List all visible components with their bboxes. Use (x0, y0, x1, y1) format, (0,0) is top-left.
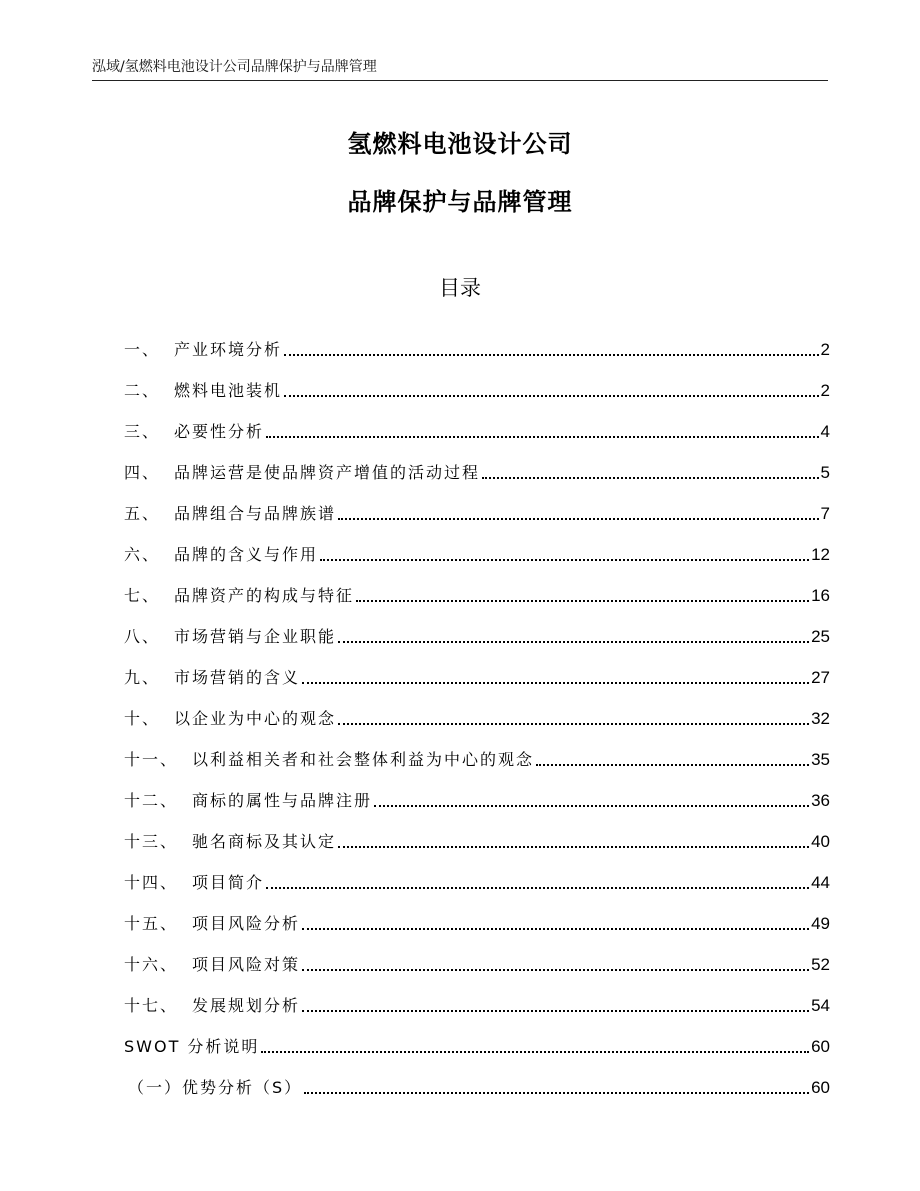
toc-entry-page: 35 (811, 750, 830, 769)
toc-entry[interactable] (124, 1018, 830, 1059)
header-divider (92, 80, 828, 81)
toc-entry-number: 十二、 (124, 791, 179, 810)
toc-entry[interactable] (124, 854, 830, 895)
toc-dot-leader (482, 477, 819, 479)
toc-dot-leader (374, 805, 809, 807)
toc-entry[interactable] (124, 485, 830, 526)
toc-entry-number: 九、 (124, 668, 161, 687)
toc-entry-page: 32 (811, 709, 830, 728)
document-title-line-2: 品牌保护与品牌管理 (347, 188, 573, 216)
toc-entry-page: 36 (811, 791, 830, 810)
toc-entry-page: 52 (811, 955, 830, 974)
toc-entry-page: 40 (811, 832, 830, 851)
toc-entry[interactable] (124, 772, 830, 813)
document-title-line-1: 氢燃料电池设计公司 (347, 130, 573, 158)
toc-entry-page: 44 (811, 873, 830, 892)
toc-entry-number: 十七、 (124, 996, 179, 1015)
toc-entry[interactable] (124, 895, 830, 936)
toc-dot-leader (284, 395, 819, 397)
toc-entry-number: 四、 (124, 463, 161, 482)
toc-dot-leader (302, 682, 809, 684)
toc-entry-number: 十六、 (124, 955, 179, 974)
toc-entry-label: 项目风险分析 (192, 914, 301, 933)
toc-heading: 目录 (439, 276, 481, 300)
toc-dot-leader (261, 1051, 809, 1053)
toc-entry-number: 三、 (124, 422, 161, 441)
toc-entry-number: 十五、 (124, 914, 179, 933)
toc-entry-label: 品牌资产的构成与特征 (174, 586, 355, 605)
table-of-contents (124, 321, 830, 1100)
toc-dot-leader (304, 1092, 809, 1094)
toc-entry-number: 八、 (124, 627, 161, 646)
toc-dot-leader (338, 846, 809, 848)
toc-entry[interactable] (124, 1059, 830, 1100)
toc-entry-label: 市场营销与企业职能 (174, 627, 337, 646)
toc-entry-page: 49 (811, 914, 830, 933)
toc-entry[interactable] (124, 362, 830, 403)
toc-dot-leader (536, 764, 809, 766)
toc-entry[interactable] (124, 690, 830, 731)
toc-entry-page: 2 (820, 381, 830, 400)
toc-entry-label: 发展规划分析 (192, 996, 301, 1015)
toc-dot-leader (302, 969, 809, 971)
toc-dot-leader (284, 354, 819, 356)
toc-dot-leader (320, 559, 809, 561)
toc-entry-label: 商标的属性与品牌注册 (192, 791, 373, 810)
toc-dot-leader (356, 600, 809, 602)
running-header: 泓域/氢燃料电池设计公司品牌保护与品牌管理 (92, 59, 377, 75)
toc-entry-label: 产业环境分析 (174, 340, 283, 359)
toc-entry-label: 品牌运营是使品牌资产增值的活动过程 (174, 463, 481, 482)
toc-entry[interactable] (124, 731, 830, 772)
toc-entry-label: 品牌组合与品牌族谱 (174, 504, 337, 523)
toc-dot-leader (302, 1010, 809, 1012)
toc-entry-number: 六、 (124, 545, 161, 564)
toc-entry-number: 一、 (124, 340, 161, 359)
toc-entry-page: 27 (811, 668, 830, 687)
toc-entry-label: 以企业为中心的观念 (174, 709, 337, 728)
toc-dot-leader (338, 641, 809, 643)
toc-entry-label: 必要性分析 (174, 422, 265, 441)
toc-entry-label: SWOT 分析说明 (124, 1037, 260, 1056)
toc-entry-page: 12 (811, 545, 830, 564)
toc-entry-label: 燃料电池装机 (174, 381, 283, 400)
toc-entry-number: 十一、 (124, 750, 179, 769)
toc-entry[interactable] (124, 977, 830, 1018)
toc-dot-leader (266, 436, 819, 438)
toc-entry[interactable] (124, 321, 830, 362)
toc-dot-leader (302, 928, 809, 930)
toc-entry-page: 7 (820, 504, 830, 523)
toc-entry-page: 5 (820, 463, 830, 482)
toc-entry-number: 十四、 (124, 873, 179, 892)
toc-entry-page: 2 (820, 340, 830, 359)
toc-entry-number: 七、 (124, 586, 161, 605)
toc-entry[interactable] (124, 936, 830, 977)
toc-entry[interactable] (124, 526, 830, 567)
toc-dot-leader (266, 887, 809, 889)
toc-entry[interactable] (124, 813, 830, 854)
toc-entry[interactable] (124, 444, 830, 485)
toc-dot-leader (338, 723, 809, 725)
toc-entry-number: 二、 (124, 381, 161, 400)
toc-entry-label: 品牌的含义与作用 (174, 545, 319, 564)
toc-entry-page: 25 (811, 627, 830, 646)
toc-entry-page: 4 (820, 422, 830, 441)
toc-dot-leader (338, 518, 819, 520)
toc-entry[interactable] (124, 403, 830, 444)
toc-entry-label: 项目风险对策 (192, 955, 301, 974)
toc-entry-page: 16 (811, 586, 830, 605)
toc-entry-label: （一）优势分析（S） (128, 1078, 303, 1097)
toc-entry[interactable] (124, 649, 830, 690)
toc-entry-number: 五、 (124, 504, 161, 523)
toc-entry-label: 驰名商标及其认定 (192, 832, 337, 851)
toc-entry-page: 54 (811, 996, 830, 1015)
toc-entry-label: 项目简介 (192, 873, 265, 892)
toc-entry-page: 60 (811, 1037, 830, 1056)
toc-entry[interactable] (124, 608, 830, 649)
toc-entry-page: 60 (811, 1078, 830, 1097)
toc-entry[interactable] (124, 567, 830, 608)
toc-entry-label: 以利益相关者和社会整体利益为中心的观念 (192, 750, 535, 769)
toc-entry-number: 十三、 (124, 832, 179, 851)
toc-entry-label: 市场营销的含义 (174, 668, 301, 687)
toc-entry-number: 十、 (124, 709, 161, 728)
